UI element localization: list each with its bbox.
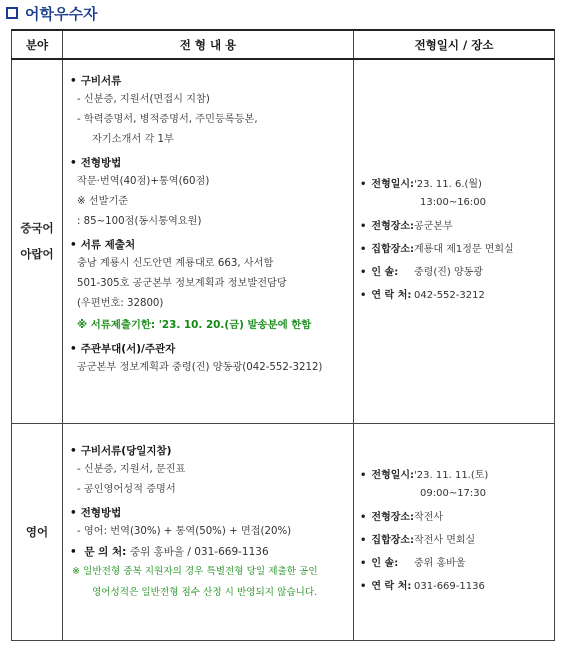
category-label: 중국어 [20,221,54,236]
method-heading: • 전형방법 [70,505,347,520]
schedule-person: • 인 솔: 중령(진) 양동광 [360,262,550,283]
content-cell [63,59,354,423]
deadline-note: ※ 서류제출기한: '23. 10. 20.(금) 발송분에 한함 [77,319,312,331]
section-title-text: 어학우수자 [25,4,98,23]
category-label: 아랍어 [20,247,54,262]
schedule-date: • 전형일시: '23. 11. 6.(월) [360,174,550,195]
notice-text: ※ 일반전형 중복 지원자의 경우 특별전형 당일 제출한 공인 [72,565,318,577]
method-item: 작문·번역(40점)+통역(60점) [77,176,210,187]
schedule-person: • 인 솔: 중위 홍바울 [360,553,550,574]
category-cell [12,423,63,640]
checkbox-square-icon [6,7,18,19]
docs-item: - 학력증명서, 병적증명서, 주민등록등본, [70,110,347,130]
schedule-place: • 전형장소: 작전사 [360,507,550,528]
schedule-table [11,29,555,641]
inquiry-row: • 문 의 처: 중위 홍바울 / 031-669-1136 [70,544,347,559]
schedule-contact: • 연 락 처: 031-669-1136 [360,576,550,597]
schedule-time: 13:00~16:00 [420,197,487,209]
schedule-place: • 전형장소: 공군본부 [360,216,550,237]
category-label: 영어 [25,524,49,539]
method-heading: • 전형방법 [70,155,347,170]
header-content: 전 형 내 용 [63,30,354,59]
schedule-contact: • 연 락 처: 042-552-3212 [360,285,550,306]
table-row [12,59,555,423]
schedule-gather: • 집합장소: 계룡대 제1정문 면회실 [360,239,550,260]
dept-contact: 공군본부 정보계획과 중령(진) 양동광(042-552-3212) [77,362,323,373]
schedule-time: 09:00~17:30 [420,487,487,499]
category-cell [12,59,63,423]
schedule-date: • 전형일시: '23. 11. 11.(토) [360,465,550,486]
submit-address: 501-305호 공군본부 정보계획과 정보발전담당 [77,278,287,289]
method-note: ※ 선발기준 [77,196,129,207]
submit-postcode: (우편번호: 32800) [77,298,164,309]
notice-text-cont: 영어성적은 일반전형 점수 산정 시 반영되지 않습니다. [92,586,318,598]
schedule-cell [354,423,555,640]
schedule-cell [354,59,555,423]
table-row [12,423,555,640]
submit-heading: • 서류 제출처 [70,237,347,252]
header-schedule: 전형일시 / 장소 [354,30,555,59]
docs-item: - 신분증, 지원서(면접시 지참) [70,90,347,110]
docs-item: - 공인영어성적 증명서 [70,480,347,500]
docs-item: - 신분증, 지원서, 문진표 [70,460,347,480]
section-title [6,2,97,24]
docs-item-cont: 자기소개서 각 1부 [92,134,174,145]
table-header-row [12,30,555,59]
docs-heading: • 구비서류(당일지참) [70,443,347,458]
method-criteria: : 85~100점(동시통역요원) [77,216,202,227]
submit-address: 충남 계룡시 신도안면 계룡대로 663, 사서함 [77,258,274,269]
schedule-gather: • 집합장소: 작전사 면회실 [360,530,550,551]
method-item: - 영어: 번역(30%) + 통역(50%) + 면접(20%) [70,522,347,542]
content-cell [63,423,354,640]
header-field: 분야 [12,30,63,59]
docs-heading: • 구비서류 [70,73,347,88]
dept-heading: • 주관부대(서)/주관자 [70,341,347,356]
